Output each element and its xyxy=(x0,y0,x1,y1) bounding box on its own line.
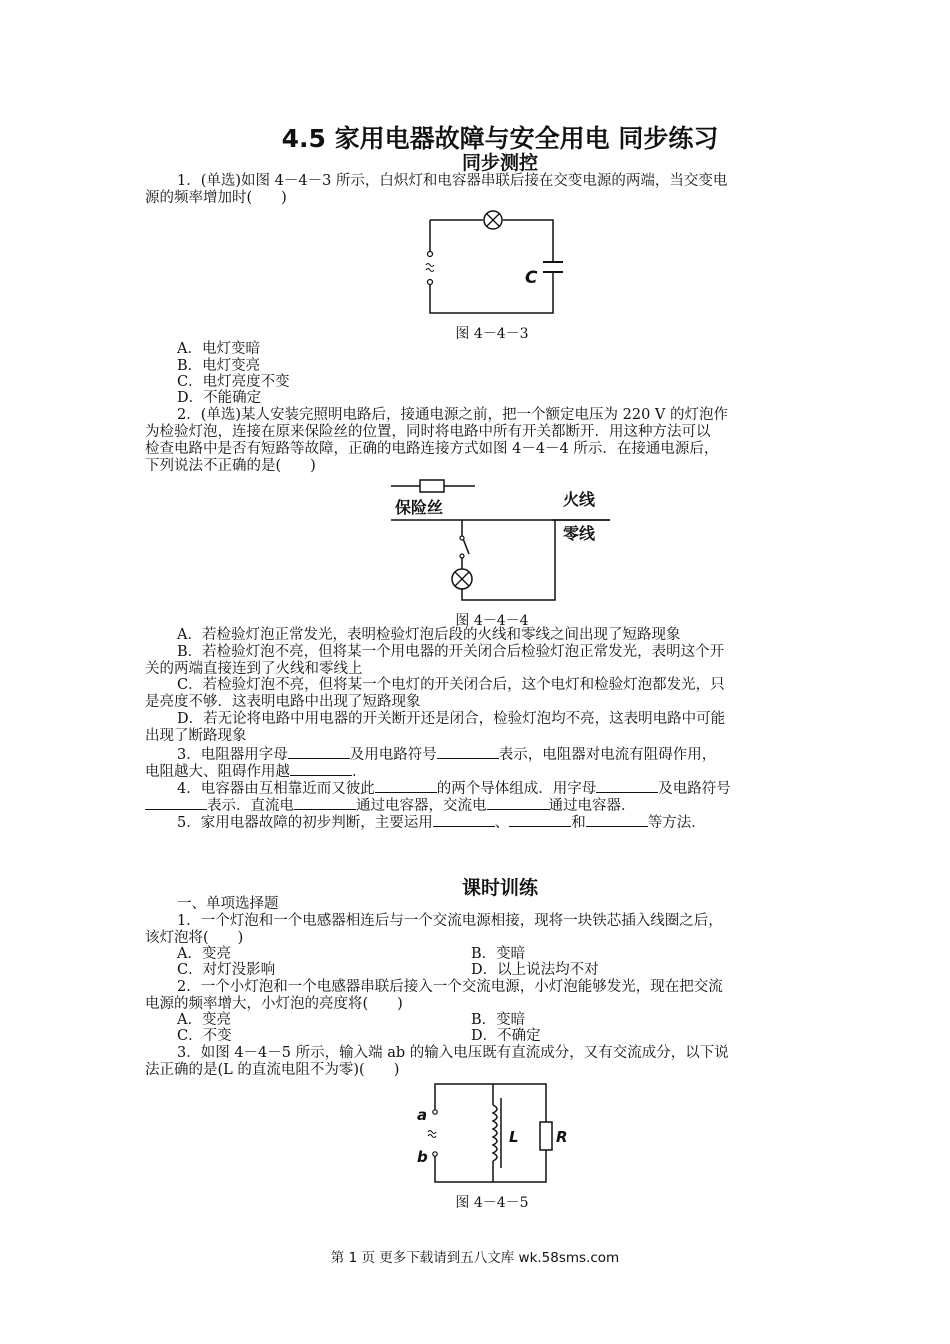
section-heading-sync-test: 同步测控 xyxy=(461,152,538,174)
q1-line-2: 源的频率增加时( ) xyxy=(145,190,287,206)
q3-text-2: 及用电路符号 xyxy=(349,747,437,763)
t2-line-1: 2．一个小灯泡和一个电感器串联后接入一个交流电源，小灯泡能够发光，现在把交流 xyxy=(177,979,723,995)
q2-option-d-line-2: 出现了断路现象 xyxy=(145,728,247,744)
part-heading-single-choice: 一、单项选择题 xyxy=(177,896,279,912)
figure-label-r: R xyxy=(556,1128,568,1146)
q4-text-4: 表示．直流电 xyxy=(207,798,294,814)
q4-text-3: 及电路符号 xyxy=(658,781,731,797)
answer-blank[interactable] xyxy=(433,813,495,827)
figure-label-b: b xyxy=(417,1148,428,1166)
t1-option-d: D．以上说法均不对 xyxy=(471,962,599,978)
figure-label-c: C xyxy=(525,268,538,288)
q4-text-5: 通过电容器，交流电 xyxy=(356,798,487,814)
q3-text-1: 3．电阻器用字母 xyxy=(177,747,288,763)
t1-option-a: A．变亮 xyxy=(177,946,231,962)
t1-line-1: 1．一个灯泡和一个电感器相连后与一个交流电源相接，现将一块铁芯插入线圈之后， xyxy=(177,913,723,929)
q2-line-2: 为检验灯泡，连接在原来保险丝的位置，同时将电路中所有开关都断开．用这种方法可以 xyxy=(145,424,711,440)
q4-text-2: 的两个导体组成．用字母 xyxy=(436,781,597,797)
figure-label-l: L xyxy=(509,1128,519,1146)
figure-4-4-3-circuit xyxy=(415,205,575,320)
q5-text-1: 5．家用电器故障的初步判断，主要运用 xyxy=(177,815,433,831)
answer-blank[interactable] xyxy=(596,779,658,793)
answer-blank[interactable] xyxy=(375,779,437,793)
figure-label-fuse: 保险丝 xyxy=(395,498,444,517)
t2-option-a: A．变亮 xyxy=(177,1012,231,1028)
q2-option-c-line-1: C．若检验灯泡不亮，但将某一个电灯的开关闭合后，这个电灯和检验灯泡都发光，只 xyxy=(177,677,725,693)
q2-option-a: A．若检验灯泡正常发光，表明检验灯泡后段的火线和零线之间出现了短路现象 xyxy=(177,627,681,643)
figure-4-4-5-caption: 图 4－4－5 xyxy=(455,1195,529,1211)
q5-text-4: 等方法． xyxy=(647,815,706,831)
q3-text-5: ． xyxy=(352,764,367,780)
q4-text-6: 通过电容器． xyxy=(548,798,636,814)
t3-line-2: 法正确的是(L 的直流电阻不为零)( ) xyxy=(145,1062,400,1078)
t1-line-2: 该灯泡将( ) xyxy=(145,930,244,946)
q2-line-1: 2．(单选)某人安装完照明电路后，接通电源之前，把一个额定电压为 220 V 的灯泡作 xyxy=(177,407,729,423)
q2-line-3: 检查电路中是否有短路等故障，正确的电路连接方式如图 4－4－4 所示．在接通电源后， xyxy=(145,441,719,457)
figure-4-4-5-circuit xyxy=(408,1078,578,1190)
t2-line-2: 电源的频率增大，小灯泡的亮度将( ) xyxy=(145,996,403,1012)
answer-blank[interactable] xyxy=(288,745,350,759)
answer-blank[interactable] xyxy=(437,745,499,759)
answer-blank[interactable] xyxy=(509,813,571,827)
q5-text-2: 、 xyxy=(494,815,510,831)
answer-blank[interactable] xyxy=(290,762,352,776)
q2-option-b-line-1: B．若检验灯泡不亮，但将某一个用电器的开关闭合后检验灯泡正常发光，表明这个开 xyxy=(177,644,725,660)
t1-option-c: C．对灯没影响 xyxy=(177,962,276,978)
q2-option-c-line-2: 是亮度不够．这表明电路中出现了短路现象 xyxy=(145,694,421,710)
figure-label-live-wire: 火线 xyxy=(563,490,596,509)
q2-option-b-line-2: 关的两端直接连到了火线和零线上 xyxy=(145,661,363,677)
q1-option-d: D．不能确定 xyxy=(177,390,262,406)
t2-option-b: B．变暗 xyxy=(471,1012,526,1028)
t2-option-d: D．不确定 xyxy=(471,1028,541,1044)
q4-text-1: 4．电容器由互相靠近而又彼此 xyxy=(177,781,375,797)
answer-blank[interactable] xyxy=(487,796,549,810)
page-footer: 第 1 页 更多下载请到五八文库 wk.58sms.com xyxy=(330,1250,620,1266)
t3-line-1: 3．如图 4－4－5 所示，输入端 ab 的输入电压既有直流成分，又有交流成分，以下说 xyxy=(177,1045,729,1061)
q2-option-d-line-1: D．若无论将电路中用电器的开关断开还是闭合，检验灯泡均不亮，这表明电路中可能 xyxy=(177,711,726,727)
figure-label-a: a xyxy=(417,1106,428,1124)
q3-text-3: 表示，电阻器对电流有阻碍作用， xyxy=(498,747,717,763)
answer-blank[interactable] xyxy=(294,796,356,810)
q1-option-b: B．电灯变亮 xyxy=(177,358,261,374)
figure-4-4-3-caption: 图 4－4－3 xyxy=(455,326,529,342)
q5-text-3: 和 xyxy=(571,815,586,831)
q2-line-4: 下列说法不正确的是( ) xyxy=(145,458,316,474)
t1-option-b: B．变暗 xyxy=(471,946,526,962)
q3-text-4: 电阻越大、阻碍作用越 xyxy=(145,764,290,780)
q1-option-a: A．电灯变暗 xyxy=(177,341,260,357)
q1-option-c: C．电灯亮度不变 xyxy=(177,374,290,390)
figure-4-4-4-circuit xyxy=(385,476,615,611)
t2-option-c: C．不变 xyxy=(177,1028,232,1044)
figure-4-4-4-caption: 图 4－4－4 xyxy=(455,613,529,629)
answer-blank[interactable] xyxy=(586,813,648,827)
section-heading-class-training: 课时训练 xyxy=(461,877,538,899)
q5-line-1 xyxy=(177,813,706,832)
figure-label-neutral-wire: 零线 xyxy=(563,524,596,543)
page-title: 4.5 家用电器故障与安全用电 同步练习 xyxy=(281,124,719,153)
answer-blank[interactable] xyxy=(145,796,207,810)
q1-line-1: 1．(单选)如图 4－4－3 所示，白炽灯和电容器串联后接在交变电源的两端，当交变电 xyxy=(177,173,728,189)
